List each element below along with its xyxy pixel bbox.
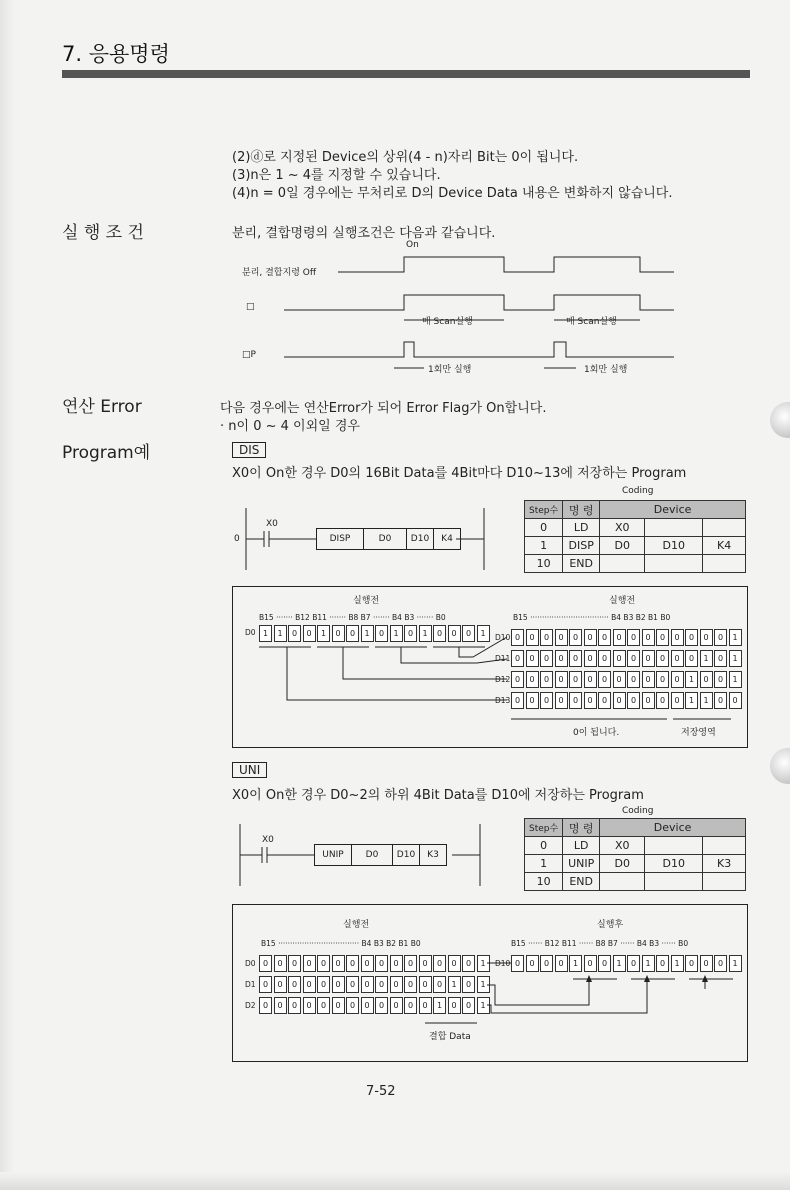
d0-label: D0	[245, 628, 256, 637]
pulse-signal-label: □P	[242, 350, 256, 360]
bit-cell: 0	[317, 955, 330, 972]
cell	[600, 555, 645, 573]
header-device: Device	[600, 819, 746, 837]
intro-line-4: (4)n = 0일 경우에는 무처리로 D의 Device Data 내용은 변화하지 않습니다.	[232, 186, 673, 201]
bit-cell: 0	[540, 955, 553, 972]
uni-cell-src: D0	[352, 844, 393, 866]
bit-cell: 0	[526, 650, 539, 667]
bit-cell: 0	[375, 955, 388, 972]
cell	[703, 555, 746, 573]
combine-data-note: 결합 Data	[429, 1032, 471, 1042]
bit-cell: 0	[627, 692, 640, 709]
bit-cell: 0	[511, 692, 524, 709]
bit-cell: 0	[346, 997, 359, 1014]
cell: 0	[525, 519, 563, 537]
bit-cell: 0	[448, 625, 461, 642]
dis-table-header	[525, 501, 746, 519]
bit-cell: 1	[729, 671, 742, 688]
bit-cell: 0	[288, 997, 301, 1014]
uni-tag: UNI	[232, 762, 267, 778]
uni-d0-label: D0	[245, 959, 256, 968]
header-rule	[62, 70, 750, 78]
bit-cell: 0	[303, 625, 316, 642]
bit-cell: 0	[540, 629, 553, 646]
bit-cell: 0	[462, 955, 475, 972]
exec-heading: 실 행 조 건	[62, 223, 144, 243]
uni-coding-table	[524, 818, 746, 891]
binder-hole-lower	[770, 748, 790, 784]
bit-cell: 1	[729, 955, 742, 972]
bit-cell: 0	[714, 692, 727, 709]
bit-cell: 1	[729, 650, 742, 667]
bit-cell: 0	[448, 997, 461, 1014]
table-row	[525, 837, 746, 855]
cell: DISP	[563, 537, 600, 555]
bit-cell: 0	[627, 629, 640, 646]
uni-bit-diagram	[232, 904, 748, 1062]
bit-cell: 1	[729, 629, 742, 646]
dis-bit-diagram	[232, 586, 748, 748]
cell: D0	[600, 855, 645, 873]
bit-cell: 0	[274, 955, 287, 972]
uni-ladder	[232, 822, 492, 888]
bit-cell: 1	[613, 955, 626, 972]
dis-transfer-arrows	[233, 587, 747, 747]
header-step: Step수	[525, 501, 563, 519]
uni-right-bit-labels: B15 ······ B12 B11 ······ B8 B7 ······ B4 B3 ······ B0	[511, 939, 689, 948]
bit-cell: 0	[288, 625, 301, 642]
dis-ladder	[232, 506, 492, 572]
bit-cell: 0	[700, 671, 713, 688]
bit-cell: 0	[332, 976, 345, 993]
bit-cell: 0	[375, 976, 388, 993]
bit-cell: 0	[375, 997, 388, 1014]
uni-cell-n: K3	[420, 844, 447, 866]
table-row	[525, 519, 746, 537]
bit-cell: 0	[526, 629, 539, 646]
bit-cell: 1	[433, 997, 446, 1014]
bit-cell: 0	[404, 625, 417, 642]
bit-cell: 0	[671, 692, 684, 709]
bit-cell: 0	[419, 997, 432, 1014]
cell: K3	[703, 855, 746, 873]
header-device: Device	[600, 501, 746, 519]
bit-cell: 0	[511, 629, 524, 646]
cell	[645, 519, 703, 537]
bit-cell: 0	[303, 997, 316, 1014]
bit-cell: 0	[613, 629, 626, 646]
bit-cell: 0	[598, 955, 611, 972]
cell: 10	[525, 873, 563, 891]
dis-cell-n: K4	[434, 528, 461, 550]
table-row	[525, 537, 746, 555]
header-step: Step수	[525, 819, 563, 837]
header-command: 명 령	[563, 501, 600, 519]
bit-cell: 0	[685, 955, 698, 972]
bit-cell: 0	[569, 671, 582, 688]
cell: D10	[645, 855, 703, 873]
bit-cell: 0	[346, 976, 359, 993]
bit-cell: 0	[627, 671, 640, 688]
bit-cell: 0	[526, 955, 539, 972]
bit-cell: 0	[700, 955, 713, 972]
scan-note-2: 매 Scan실행	[566, 317, 617, 327]
uni-d10-label: D10	[495, 959, 511, 968]
bit-cell: 1	[477, 625, 490, 642]
bit-cell: 0	[685, 629, 698, 646]
uni-contact-label: X0	[262, 835, 274, 845]
bit-cell: 0	[390, 997, 403, 1014]
continuous-signal-label: □	[246, 302, 255, 312]
cell: K4	[703, 537, 746, 555]
bit-cell: 0	[569, 629, 582, 646]
error-heading: 연산 Error	[62, 397, 142, 417]
bit-cell: 0	[569, 650, 582, 667]
cell	[600, 873, 645, 891]
bit-cell: 0	[346, 625, 359, 642]
bit-cell: 0	[627, 650, 640, 667]
cell: 1	[525, 855, 563, 873]
bit-cell: 0	[584, 650, 597, 667]
bit-cell: 0	[598, 692, 611, 709]
intro-line-3: (3)n은 1 ~ 4를 지정할 수 있습니다.	[232, 168, 441, 183]
uni-cell-op: UNIP	[314, 844, 352, 866]
bit-cell: 0	[288, 955, 301, 972]
d11-label: D11	[495, 654, 511, 663]
cell: X0	[600, 519, 645, 537]
bit-cell: 0	[627, 955, 640, 972]
bit-cell: 0	[390, 955, 403, 972]
dis-after-label: 실행전	[609, 596, 636, 606]
bit-cell: 0	[555, 955, 568, 972]
bit-cell: 0	[332, 997, 345, 1014]
uni-after-label: 실행후	[597, 920, 624, 930]
uni-instruction-box	[314, 844, 447, 866]
bit-cell: 0	[404, 997, 417, 1014]
bit-cell: 0	[714, 650, 727, 667]
command-signal-label: 분리, 결합지령 Off	[242, 268, 317, 278]
cell: D10	[645, 537, 703, 555]
bit-cell: 0	[511, 671, 524, 688]
bit-cell: 0	[555, 692, 568, 709]
bit-cell: 0	[540, 671, 553, 688]
bit-cell: 0	[598, 671, 611, 688]
bit-cell: 0	[462, 976, 475, 993]
bit-cell: 0	[361, 997, 374, 1014]
cell: END	[563, 873, 600, 891]
storage-area-note: 저장영역	[681, 728, 716, 738]
bit-cell: 0	[332, 955, 345, 972]
bit-cell: 1	[477, 997, 490, 1014]
cell	[703, 873, 746, 891]
uni-left-bit-labels: B15 ·································· B4 B3 B2 B1 B0	[261, 939, 421, 948]
bit-cell: 0	[671, 650, 684, 667]
bit-cell: 1	[419, 625, 432, 642]
cell	[645, 555, 703, 573]
once-note-2: 1회만 실행	[584, 365, 628, 375]
bit-cell: 0	[303, 976, 316, 993]
binder-hole-upper	[770, 402, 790, 438]
cell	[645, 837, 703, 855]
bit-cell: 0	[288, 976, 301, 993]
bit-cell: 1	[569, 955, 582, 972]
bit-cell: 0	[259, 976, 272, 993]
d13-label: D13	[495, 696, 511, 705]
bit-cell: 1	[700, 650, 713, 667]
bit-cell: 0	[656, 692, 669, 709]
dis-left-bit-labels: B15 ······· B12 B11 ······· B8 B7 ······· B4 B3 ······· B0	[259, 613, 446, 622]
d10-label: D10	[495, 633, 511, 642]
bit-cell: 0	[390, 976, 403, 993]
bit-cell: 0	[361, 976, 374, 993]
bit-cell: 1	[700, 692, 713, 709]
exec-description: 분리, 결합명령의 실행조건은 다음과 같습니다.	[232, 226, 496, 241]
table-row	[525, 855, 746, 873]
bit-cell: 0	[584, 955, 597, 972]
bit-cell: 1	[390, 625, 403, 642]
d12-label: D12	[495, 675, 511, 684]
dis-cell-op: DISP	[316, 528, 364, 550]
once-note-1: 1회만 실행	[428, 365, 472, 375]
timing-diagram	[232, 238, 682, 383]
bit-cell: 0	[375, 625, 388, 642]
bit-cell: 0	[656, 955, 669, 972]
page-number: 7-52	[366, 1084, 396, 1099]
bit-cell: 0	[642, 671, 655, 688]
bit-cell: 0	[584, 671, 597, 688]
cell: UNIP	[563, 855, 600, 873]
cell: X0	[600, 837, 645, 855]
bit-cell: 0	[671, 629, 684, 646]
uni-table-header	[525, 819, 746, 837]
error-line-1: 다음 경우에는 연산Error가 되어 Error Flag가 On합니다.	[220, 401, 547, 416]
bit-cell: 0	[714, 671, 727, 688]
cell: LD	[563, 519, 600, 537]
bit-cell: 0	[332, 625, 345, 642]
bit-cell: 0	[419, 976, 432, 993]
bit-cell: 1	[274, 625, 287, 642]
bit-cell: 0	[598, 650, 611, 667]
dis-cell-src: D0	[364, 528, 407, 550]
bit-cell: 0	[303, 955, 316, 972]
cell: 10	[525, 555, 563, 573]
cell: D0	[600, 537, 645, 555]
uni-coding-label: Coding	[622, 806, 654, 816]
bit-cell: 0	[656, 671, 669, 688]
uni-before-label: 실행전	[343, 920, 370, 930]
bit-cell: 0	[671, 671, 684, 688]
bit-cell: 0	[584, 629, 597, 646]
cell: LD	[563, 837, 600, 855]
bit-cell: 0	[656, 629, 669, 646]
dis-coding-label: Coding	[622, 486, 654, 496]
bit-cell: 0	[317, 997, 330, 1014]
bit-cell: 0	[433, 976, 446, 993]
dis-description: X0이 On한 경우 D0의 16Bit Data를 4Bit마다 D10~13에 저장하는 Program	[232, 466, 687, 481]
uni-combine-arrows	[233, 905, 747, 1061]
scan-note-1: 매 Scan실행	[422, 317, 473, 327]
dis-before-label: 실행전	[353, 596, 380, 606]
bit-cell: 1	[259, 625, 272, 642]
bit-cell: 0	[642, 692, 655, 709]
bit-cell: 0	[361, 955, 374, 972]
bit-cell: 0	[274, 976, 287, 993]
bit-cell: 0	[433, 955, 446, 972]
bit-cell: 0	[259, 997, 272, 1014]
cell	[703, 519, 746, 537]
dis-cell-dst: D10	[407, 528, 434, 550]
dis-right-bit-labels: B15 ································· B4 B3 B2 B1 B0	[513, 613, 671, 622]
on-label: On	[406, 240, 419, 250]
bit-cell: 0	[404, 976, 417, 993]
bit-cell: 1	[477, 955, 490, 972]
cell	[645, 873, 703, 891]
bit-cell: 0	[642, 650, 655, 667]
bit-cell: 0	[346, 955, 359, 972]
bit-cell: 0	[714, 955, 727, 972]
bit-cell: 1	[685, 692, 698, 709]
cell	[703, 837, 746, 855]
bit-cell: 0	[526, 692, 539, 709]
bit-cell: 0	[433, 625, 446, 642]
zero-fill-note: 0이 됩니다.	[573, 728, 620, 738]
dis-tag: DIS	[232, 442, 266, 458]
header-command: 명 령	[563, 819, 600, 837]
bit-cell: 0	[714, 629, 727, 646]
bit-cell: 1	[317, 625, 330, 642]
table-row	[525, 873, 746, 891]
bit-cell: 0	[584, 692, 597, 709]
bit-cell: 0	[540, 692, 553, 709]
uni-d1-label: D1	[245, 980, 256, 989]
bit-cell: 0	[598, 629, 611, 646]
bit-cell: 0	[656, 650, 669, 667]
cell: 1	[525, 537, 563, 555]
scan-edge-left	[0, 0, 14, 1190]
dis-step-number: 0	[234, 534, 240, 544]
bit-cell: 0	[511, 650, 524, 667]
dis-coding-table	[524, 500, 746, 573]
bit-cell: 0	[613, 650, 626, 667]
bit-cell: 0	[613, 671, 626, 688]
cell: 0	[525, 837, 563, 855]
bit-cell: 0	[729, 692, 742, 709]
bit-cell: 0	[526, 671, 539, 688]
dis-instruction-box	[316, 528, 461, 550]
bit-cell: 0	[555, 650, 568, 667]
bit-cell: 0	[700, 629, 713, 646]
scan-edge-bottom	[0, 1172, 790, 1190]
chapter-title: 7. 응용명령	[62, 42, 170, 66]
bit-cell: 0	[511, 955, 524, 972]
bit-cell: 1	[361, 625, 374, 642]
bit-cell: 1	[477, 976, 490, 993]
bit-cell: 0	[642, 629, 655, 646]
dis-contact-label: X0	[266, 519, 278, 529]
bit-cell: 0	[404, 955, 417, 972]
uni-d2-label: D2	[245, 1001, 256, 1010]
program-heading: Program예	[62, 443, 151, 463]
bit-cell: 0	[259, 955, 272, 972]
bit-cell: 0	[613, 692, 626, 709]
bit-cell: 1	[685, 671, 698, 688]
bit-cell: 0	[274, 997, 287, 1014]
table-row	[525, 555, 746, 573]
uni-description: X0이 On한 경우 D0~2의 하위 4Bit Data를 D10에 저장하는 Program	[232, 788, 644, 803]
bit-cell: 0	[317, 976, 330, 993]
bit-cell: 0	[462, 625, 475, 642]
bit-cell: 0	[462, 997, 475, 1014]
bit-cell: 0	[419, 955, 432, 972]
bit-cell: 0	[685, 650, 698, 667]
bit-cell: 1	[448, 976, 461, 993]
bit-cell: 1	[671, 955, 684, 972]
error-line-2: · n이 0 ~ 4 이외일 경우	[220, 419, 360, 434]
bit-cell: 0	[555, 629, 568, 646]
bit-cell: 0	[448, 955, 461, 972]
uni-cell-dst: D10	[393, 844, 420, 866]
cell: END	[563, 555, 600, 573]
bit-cell: 1	[642, 955, 655, 972]
bit-cell: 0	[569, 692, 582, 709]
intro-line-2: (2)ⓓ로 지정된 Device의 상위(4 - n)자리 Bit는 0이 됩니다.	[232, 150, 579, 165]
bit-cell: 0	[555, 671, 568, 688]
bit-cell: 0	[540, 650, 553, 667]
